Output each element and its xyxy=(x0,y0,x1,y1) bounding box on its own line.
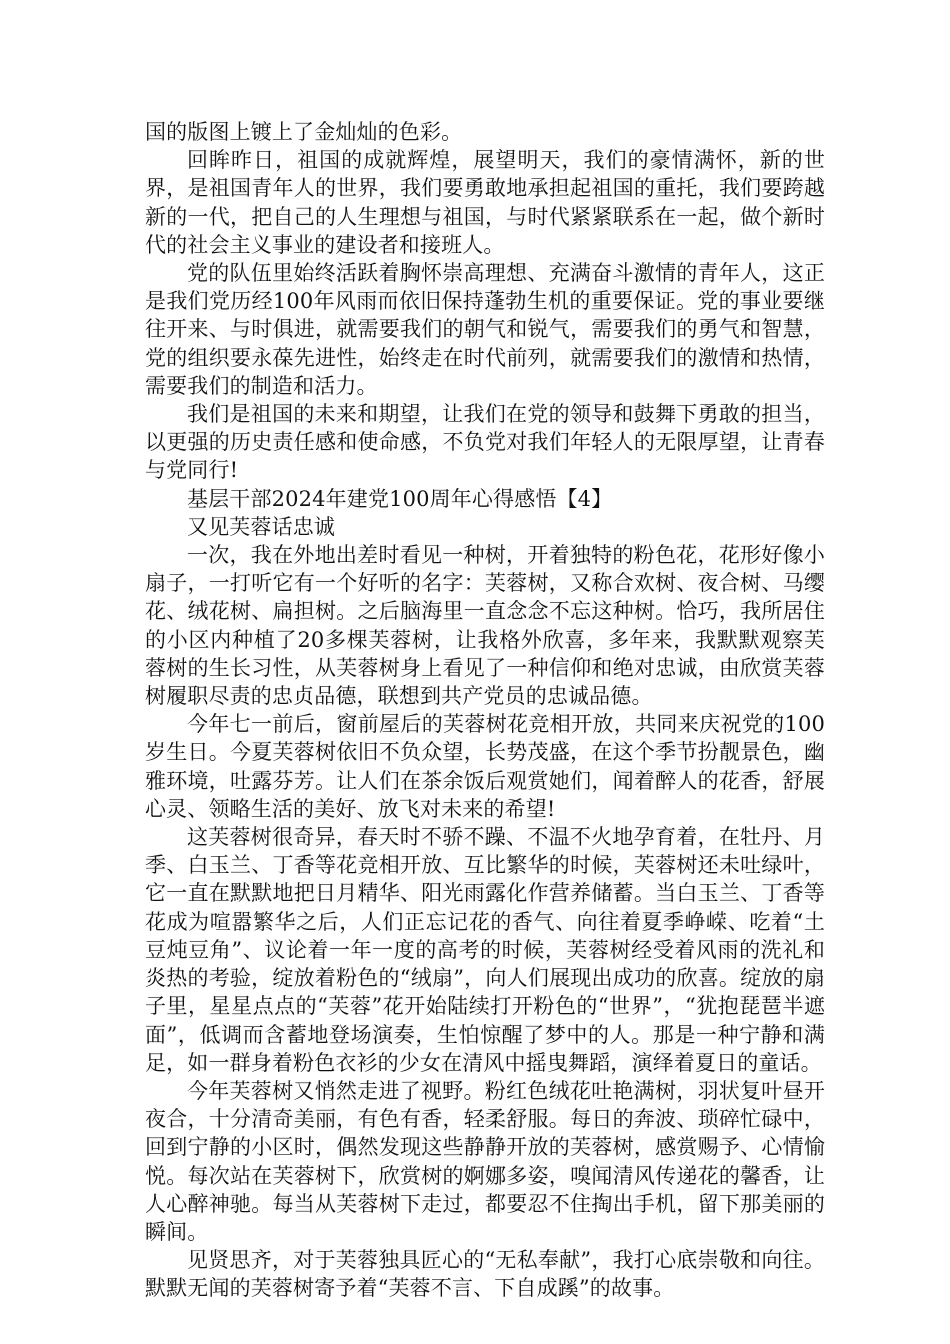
paragraph: 我们是祖国的未来和期望，让我们在党的领导和鼓舞下勇敢的担当，以更强的历史责任感和使命感，不负党对我们年轻人的无限厚望，让青春与党同行! xyxy=(145,402,825,483)
document-page xyxy=(145,118,825,1303)
paragraph: 一次，我在外地出差时看见一种树，开着独特的粉色花，花形好像小扇子，一打听它有一个好听的名字：芙蓉树，又称合欢树、夜合树、马缨花、绒花树、扁担树。之后脑海里一直念念不忘这种树。恰巧，我所居住的小区内种植了20多棵芙蓉树，让我格外欣喜，多年来，我默默观察芙蓉树的生长习性，从芙蓉树身上看见了一种信仰和绝对忠诚，由欣赏芙蓉树履职尽责的忠贞品德，联想到共产党员的忠诚品德。 xyxy=(145,543,825,709)
paragraph: 党的队伍里始终活跃着胸怀崇高理想、充满奋斗激情的青年人，这正是我们党历经100年风雨而依旧保持蓬勃生机的重要保证。党的事业要继往开来、与时俱进，就需要我们的朝气和锐气，需要我们的勇气和智慧，党的组织要永葆先进性，始终走在时代前列，就需要我们的激情和热情，需要我们的制造和活力。 xyxy=(145,261,825,398)
paragraph-continuation: 国的版图上镀上了金灿灿的色彩。 xyxy=(145,120,463,144)
paragraph: 回眸昨日，祖国的成就辉煌，展望明天，我们的豪情满怀，新的世界，是祖国青年人的世界，我们要勇敢地承担起祖国的重托，我们要跨越新的一代，把自己的人生理想与祖国，与时代紧紧联系在一起，做个新时代的社会主义事业的建设者和接班人。 xyxy=(145,148,825,257)
article-title: 又见芙蓉话忠诚 xyxy=(187,514,336,539)
paragraph: 见贤思齐，对于芙蓉独具匠心的“无私奉献”，我打心底崇敬和向往。默默无闻的芙蓉树寄予着“芙蓉不言、下自成蹊”的故事。 xyxy=(145,1248,825,1301)
section-heading: 基层干部2024年建党100周年心得感悟【4】 xyxy=(187,486,613,511)
paragraph: 今年七一前后，窗前屋后的芙蓉树花竞相开放，共同来庆祝党的100岁生日。今夏芙蓉树依旧不负众望，长势茂盛，在这个季节扮靓景色，幽雅环境，吐露芬芳。让人们在茶余饭后观赏她们，闻着醉人的花香，舒展心灵、领略生活的美好、放飞对未来的希望! xyxy=(145,712,825,821)
paragraph: 今年芙蓉树又悄然走进了视野。粉红色绒花吐艳满树，羽状复叶昼开夜合，十分清奇美丽，有色有香，轻柔舒服。每日的奔波、琐碎忙碌中，回到宁静的小区时，偶然发现这些静静开放的芙蓉树，感赏赐予、心情愉悦。每次站在芙蓉树下，欣赏树的婀娜多姿，嗅闻清风传递花的馨香，让人心醉神驰。每当从芙蓉树下走过，都要忍不住掏出手机，留下那美丽的瞬间。 xyxy=(145,1078,825,1244)
paragraph: 这芙蓉树很奇异，春天时不骄不躁、不温不火地孕育着，在牡丹、月季、白玉兰、丁香等花竞相开放、互比繁华的时候，芙蓉树还未吐绿叶，它一直在默默地把日月精华、阳光雨露化作营养储蓄。当白玉兰、丁香等花成为喧嚣繁华之后，人们正忘记花的香气、向往着夏季峥嵘、吃着“土豆炖豆角”、议论着一年一度的高考的时候，芙蓉树经受着风雨的洗礼和炎热的考验，绽放着粉色的“绒扇”，向人们展现出成功的欣喜。绽放的扇子里，星星点点的“芙蓉”花开始陆续打开粉色的“世界”，“犹抱琵琶半遮面”，低调而含蓄地登场演奏，生怕惊醒了梦中的人。那是一种宁静和满足，如一群身着粉色衣衫的少女在清风中摇曳舞蹈，演绎着夏日的童话。 xyxy=(145,825,825,1075)
